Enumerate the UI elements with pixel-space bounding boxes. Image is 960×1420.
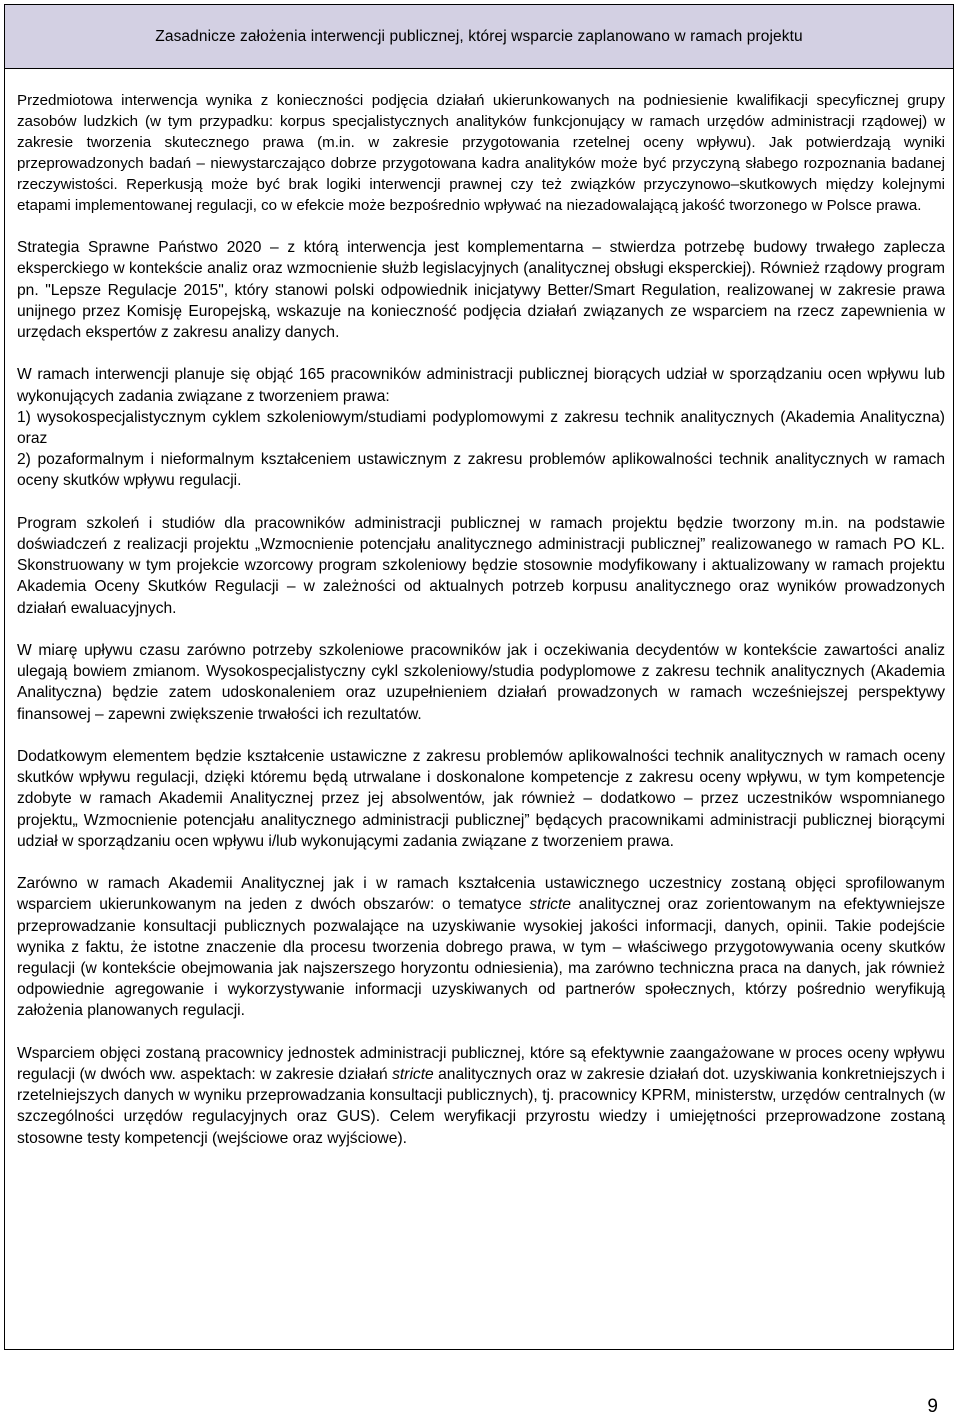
paragraph-strategy (17, 237, 945, 343)
paragraph-text: Strategia Sprawne Państwo 2020 – z którą interwencja jest komplementarna – stwierdza potrzebę budowy trwałego zaplecza eksperckiego w kontekście analiz oraz wzmocnienie służb legislacyjnych (analitycznej obsługi eksperckiej). Również rządowy program pn. "Lepsze Regulacje 2015", który stanowi polski odpowiednik inicjatywy Better/Smart Regulation, realizowanej w zakresie prawa unijnego przez Komisję Europejską, wskazuje na konieczność podjęcia działań związanych ze wsparciem na rzecz zapewnienia w urzędach ekspertów z zakresu analizy danych. (17, 239, 945, 341)
paragraph-beneficiaries (17, 1043, 945, 1149)
section-header (5, 5, 953, 69)
document-body (17, 90, 945, 1170)
paragraph-intervention (17, 90, 945, 216)
paragraph-text: W miarę upływu czasu zarówno potrzeby szkoleniowe pracowników jak i oczekiwania decydentów w kontekście zawartości analiz ulegają bowiem zmianom. Wysokospecjalistyczny cykl szkoleniowy/studia podyplomowe z zakresu technik analitycznych (Akademia Analityczna) będzie zatem udoskonaleniem oraz uzupełnieniem działań prowadzonych w ramach wcześniejszej perspektywy finansowej – zapewni zwiększenie trwałości ich rezultatów. (17, 642, 945, 723)
section-title: Zasadnicze założenia interwencji publicznej, której wsparcie zaplanowano w ramach projektu (155, 27, 803, 45)
paragraph-text: Wsparciem objęci zostaną pracownicy jednostek administracji publicznej, które są efektywnie zaangażowane w proces oceny wpływu regulacji (w dwóch ww. aspektach: w zakresie działań (17, 1044, 945, 1084)
paragraph-text: Program szkoleń i studiów dla pracowników administracji publicznej w ramach projektu będzie tworzony m.in. na podstawie doświadczeń z realizacji projektu „Wzmocnienie potencjału analitycznego administracji publicznej” realizowanego w ramach PO KL. Skonstruowany w tym projekcie wzorcowy program szkoleniowy będzie stosownie modyfikowany i aktualizowany w ramach projektu Akademia Oceny Skutków Regulacji – w zależności od aktualnych potrzeb korpusu analitycznego oraz wyników prowadzonych działań ewaluacyjnych. (17, 514, 945, 617)
paragraph-text: Zarówno w ramach Akademii Analitycznej jak i w ramach kształcenia ustawicznego uczestnicy zostaną objęci sprofilowanym wsparciem ukierunkowanym na jeden z dwóch obszarów: o tematyce (17, 875, 945, 914)
paragraph-needs (17, 640, 945, 725)
paragraph-program (17, 513, 945, 619)
paragraph-text: Dodatkowym elementem będzie kształcenie ustawiczne z zakresu problemów aplikowalności technik analitycznych w ramach oceny skutków wpływu regulacji, dzięki któremu będą utrwalane i doskonalone kompetencje z zakresu oceny wpływu, w tym kompetencje zdobyte w ramach Akademii Analitycznej przez jej absolwentów, jak również – dodatkowo – przez uczestników wspomnianego projektu„ Wzmocnienie potencjału analitycznego administracji publicznej” będących pracownikami administracji publicznej biorącymi udział w sporządzaniu ocen wpływu i/lub wykonującymi zadania związane z tworzeniem prawa. (17, 748, 945, 850)
paragraph-text: analitycznych oraz w zakresie działań dot. uzyskiwania konkretniejszych i rzetelniejszych danych w wyniku przeprowadzania konsultacji publicznych), tj. pracownicy KPRM, ministerstw, urzędów centralnych (w szczególności urzędów regulacyjnych oraz GUS). Celem weryfikacji przyrostu wiedzy i umiejętności przeprowadzone zostaną stosowne testy kompetencji (wejściowe oraz wyjściowe). (17, 1066, 945, 1147)
paragraph-intro: W ramach interwencji planuje się objąć 165 pracowników administracji publicznej biorących udział w sporządzaniu ocen wpływu lub wykonujących zadania związane z tworzeniem prawa: (17, 366, 945, 405)
paragraph-text: analitycznej oraz zorientowanym na efektywniejsze przeprowadzanie konsultacji publicznych pozwalające na uzyskiwanie wysokiej jakości informacji, danych, opinii. Takie podejście wynika z faktu, że istotne znaczenie dla procesu tworzenia dobrego prawa, w tym – właściwego przygotowywania oceny skutków regulacji (w kontekście obejmowania jak najszerszego horyzontu odniesienia), ma zarówno techniczna praca na danych, jak również odpowiednie agregowanie i wykorzystywanie informacji uzyskiwanych od partnerów społecznych, którzy pośrednio weryfikują założenia planowanych regulacji. (17, 896, 945, 1020)
list-item: 2) pozaformalnym i nieformalnym kształceniem ustawicznym z zakresu problemów aplikowalności technik analitycznych w ramach oceny skutków wpływu regulacji. (17, 451, 945, 490)
paragraph-text: Przedmiotowa interwencja wynika z konieczności podjęcia działań ukierunkowanych na podniesienie kwalifikacji specyficznej grupy zasobów ludzkich (w tym przypadku: korpus specjalistycznych analityków funkcjonujący w ramach urzędów administracji rządowej) w zakresie tworzenia skutecznego prawa (m.in. w zakresie przygotowania rzetelnej oceny wpływu). Jak potwierdzają wyniki przeprowadzonych badań – niewystarczająco dobrze przygotowana kadra analityków może być przyczyną słabego rozpoznania badanej rzeczywistości. Reperkusją może być brak logiki interwencji prawnej czy też związków przyczynowo–skutkowych między kolejnymi etapami implementowanej regulacji, co w efekcie może bezpośrednio wpływać na niezadowalającą jakość tworzonego w Polsce prawa. (17, 92, 945, 214)
paragraph-profiles (17, 873, 945, 1021)
italic-term: stricte (529, 896, 571, 914)
italic-term: stricte (392, 1066, 434, 1084)
list-item: 1) wysokospecjalistycznym cyklem szkoleniowym/studiami podyplomowymi z zakresu technik analitycznych (Akademia Analityczna) oraz (17, 408, 945, 447)
paragraph-continuing-education (17, 746, 945, 852)
content-frame (4, 4, 954, 1350)
paragraph-scope (17, 364, 945, 491)
page-number: 9 (927, 1396, 938, 1417)
